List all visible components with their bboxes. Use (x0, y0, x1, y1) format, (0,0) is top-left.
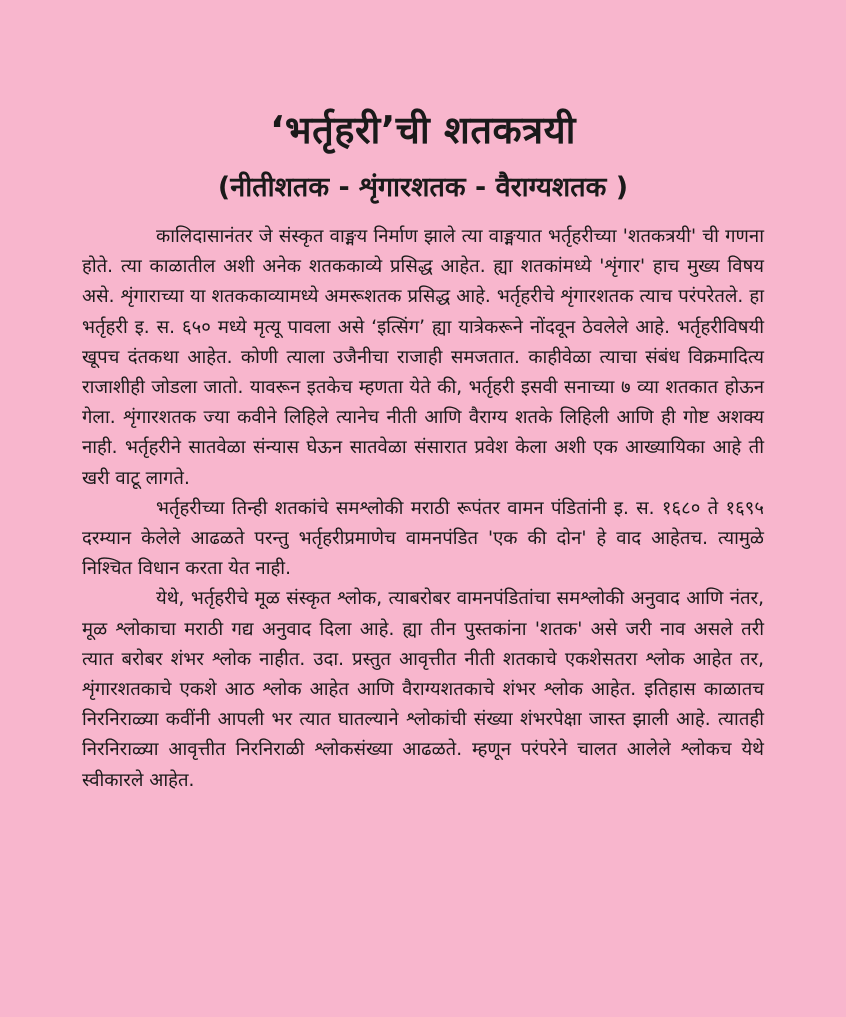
page-subtitle: (नीतीशतक - शृंगारशतक - वैराग्यशतक ) (217, 172, 629, 203)
paragraph-2: भर्तृहरीच्या तिन्ही शतकांचे समश्लोकी मराठी रूपंतर वामन पंडितांनी इ. स. १६८० ते १६९५ दरम्यान केलेले आढळते परन्तु भर्तृहरीप्रमाणेच वामनपंडित 'एक की दोन' हे वाद आहेतच. त्यामुळे निश्चित विधान करता येत नाही. (82, 497, 764, 580)
paragraph-1: कालिदासानंतर जे संस्कृत वाङ्मय निर्माण झाले त्या वाङ्मयात भर्तृहरीच्या 'शतकत्रयी' ची गणना होते. त्या काळातील अशी अनेक शतककाव्ये प्रसिद्ध आहेत. ह्या शतकांमध्ये 'शृंगार' हाच मुख्य विषय असे. शृंगाराच्या या शतककाव्यामध्ये अमरूशतक प्रसिद्ध आहे. भर्तृहरीचे शृंगारशतक त्याच परंपरेतले. हा भर्तृहरी इ. स. ६५० मध्ये मृत्यू पावला असे ‘इत्सिंग’ ह्या यात्रेकरूने नोंदवून ठेवलेले आहे. भर्तृहरीविषयी खूपच दंतकथा आहेत. कोणी त्याला उजैनीचा राजाही समजतात. काहीवेळा त्याचा संबंध विक्रमादित्य राजाशीही जोडला जातो. यावरून इतकेच म्हणता येते की, भर्तृहरी इसवी सनाच्या ७ व्या शतकात होऊन गेला. शृंगारशतक ज्या कवीने लिहिले त्यानेच नीती आणि वैराग्य शतके लिहिली आणि ही गोष्ट अशक्य नाही. भर्तृहरीने सातवेळा संन्यास घेऊन सातवेळा संसारात प्रवेश केला अशी एक आख्यायिका आहे ती खरी वाटू लागते. (82, 226, 764, 489)
paragraph-3: येथे, भर्तृहरीचे मूळ संस्कृत श्लोक, त्याबरोबर वामनपंडितांचा समश्लोकी अनुवाद आणि नंतर, मूळ श्लोकाचा मराठी गद्य अनुवाद दिला आहे. ह्या तीन पुस्तकांना 'शतक' असे जरी नाव असले तरी त्यात बरोबर शंभर श्लोक नाहीत. उदा. प्रस्तुत आवृत्तीत नीती शतकाचे एकशेसतरा श्लोक आहेत तर, शृंगारशतकाचे एकशे आठ श्लोक आहेत आणि वैराग्यशतकाचे शंभर श्लोक आहेत. इतिहास काळातच निरनिराळ्या कवींनी आपली भर त्यात घातल्याने श्लोकांची संख्या शंभरपेक्षा जास्त झाली आहे. त्यातही निरनिराळ्या आवृत्तीत निरनिराळी श्लोकसंख्या आढळते. म्हणून परंपरेने चालत आलेले श्लोकच येथे स्वीकारले आहेत. (82, 588, 764, 791)
document-body (82, 222, 764, 796)
page-title: ‘भर्तृहरी’ची शतकत्रयी (269, 108, 577, 152)
